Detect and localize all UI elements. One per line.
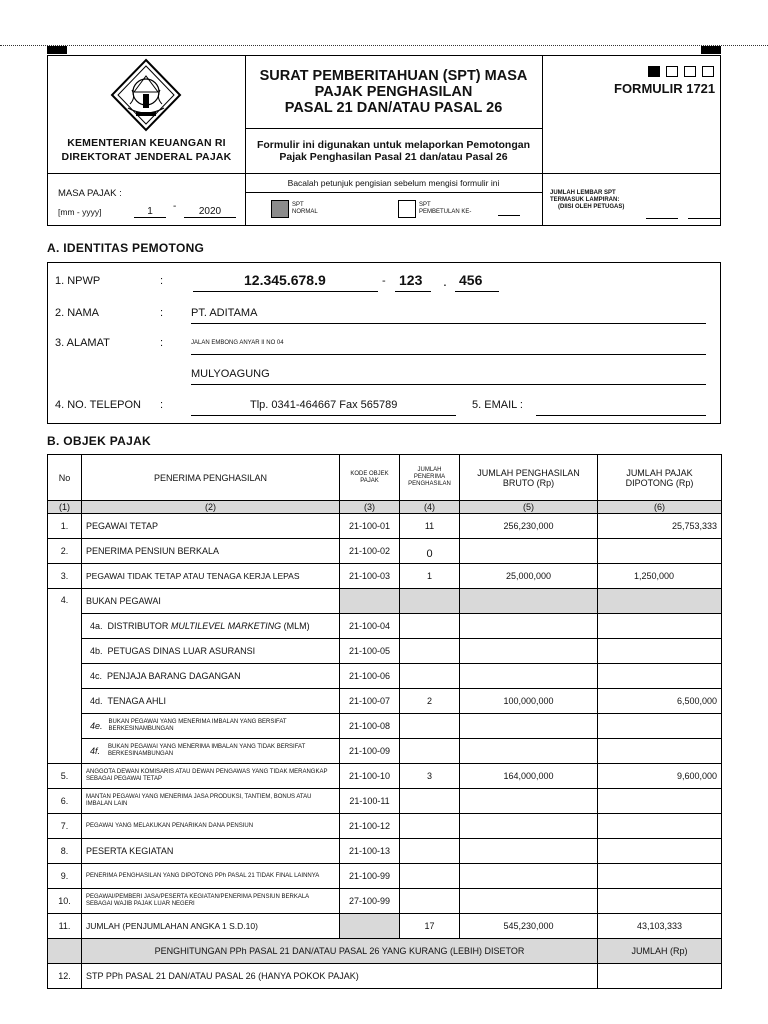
form-code: FORMULIR 1721	[614, 81, 716, 96]
registration-mark-left	[47, 46, 67, 54]
row-bruto[interactable]	[460, 789, 598, 814]
row-bruto[interactable]	[460, 889, 598, 914]
row-label: STP PPh PASAL 21 DAN/ATAU PASAL 26 (HANYA POKOK PAJAK)	[82, 964, 598, 989]
form-header	[47, 55, 721, 174]
calculation-header-row	[48, 939, 722, 964]
section-a-title: A. IDENTITAS PEMOTONG	[47, 241, 205, 255]
row-label: PEGAWAI TETAP	[82, 514, 340, 539]
row-label: PENERIMA PENGHASILAN YANG DIPOTONG PPh PASAL 21 TIDAK FINAL LAINNYA	[82, 864, 340, 889]
title-block	[245, 56, 543, 173]
row-kode: 21-100-08	[340, 714, 400, 739]
colon: :	[160, 399, 164, 411]
row-label: 4d. TENAGA AHLI	[82, 689, 340, 714]
row-bruto[interactable]	[460, 664, 598, 689]
col-header-dipotong: JUMLAH PAJAK DIPOTONG (Rp)	[598, 455, 722, 501]
row-bruto	[460, 589, 598, 614]
row-no: 7.	[48, 814, 82, 839]
alamat-line2-field[interactable]: MULYOAGUNG	[191, 368, 270, 380]
page-indicator-box	[666, 66, 678, 77]
row-dipotong[interactable]: 9,600,000	[598, 764, 722, 789]
spt-normal-label: SPT NORMAL	[292, 202, 318, 215]
row-no: 1.	[48, 514, 82, 539]
row-sub-no: 4e.	[90, 721, 103, 731]
col-header-no: No	[48, 455, 82, 501]
table-row	[48, 864, 722, 889]
row-label: BUKAN PEGAWAI	[82, 589, 340, 614]
row-jumlah-penerima[interactable]	[400, 614, 460, 639]
row-bruto[interactable]	[460, 864, 598, 889]
row-sub-no: 4c.	[90, 671, 103, 681]
row-no: 5.	[48, 764, 82, 789]
npwp-dash: -	[382, 275, 386, 287]
lampiran-field-1[interactable]	[646, 218, 678, 219]
row-bruto[interactable]	[460, 614, 598, 639]
table-row	[48, 814, 722, 839]
row-no: 10.	[48, 889, 82, 914]
row-kode: 21-100-03	[340, 564, 400, 589]
row-dipotong[interactable]	[598, 539, 722, 564]
nama-field[interactable]: PT. ADITAMA	[191, 307, 258, 319]
pembetulan-ke-field[interactable]	[498, 215, 520, 216]
total-row	[48, 914, 722, 939]
spt-type-block	[245, 174, 543, 225]
row-sub-no: 4b.	[90, 646, 103, 656]
total-jumlah-penerima: 17	[400, 914, 460, 939]
col-header-jumlah-penerima: JUMLAH PENERIMA PENGHASILAN	[400, 455, 460, 501]
total-dipotong: 43,103,333	[598, 914, 722, 939]
table-row	[48, 739, 722, 764]
row-kode: 21-100-13	[340, 839, 400, 864]
npwp-dot: .	[443, 273, 447, 289]
row-dipotong[interactable]	[598, 739, 722, 764]
top-cut-line	[0, 45, 768, 46]
npwp-main-field[interactable]: 12.345.678.9	[244, 272, 326, 288]
masa-dash: -	[173, 201, 177, 212]
table-row	[48, 539, 722, 564]
row-label: PEGAWAI TIDAK TETAP ATAU TENAGA KERJA LEPAS	[82, 564, 340, 589]
masa-pajak-label: MASA PAJAK :	[58, 188, 122, 199]
row-dipotong[interactable]	[598, 789, 722, 814]
row-bruto[interactable]: 164,000,000	[460, 764, 598, 789]
page-indicator-box	[684, 66, 696, 77]
row-dipotong[interactable]	[598, 664, 722, 689]
row-jumlah-penerima[interactable]	[400, 664, 460, 689]
row-dipotong[interactable]	[598, 639, 722, 664]
colnum: (5)	[460, 501, 598, 514]
row-dipotong[interactable]	[598, 864, 722, 889]
spt-pembetulan-label: SPT PEMBETULAN KE-	[419, 202, 472, 215]
row-jumlah-penerima[interactable]	[400, 639, 460, 664]
masa-pajak-row	[47, 174, 721, 226]
calc-spacer	[48, 939, 82, 964]
table-row	[48, 889, 722, 914]
row-label: 4b. PETUGAS DINAS LUAR ASURANSI	[82, 639, 340, 664]
row-dipotong	[598, 589, 722, 614]
row-dipotong[interactable]	[598, 839, 722, 864]
colon: :	[160, 307, 164, 319]
row-label: 4f. BUKAN PEGAWAI YANG MENERIMA IMBALAN YANG TIDAK BERSIFAT BERKESINAMBUNGAN	[82, 739, 340, 764]
colnum: (3)	[340, 501, 400, 514]
row-dipotong[interactable]	[598, 714, 722, 739]
row-label: PENERIMA PENSIUN BERKALA	[82, 539, 340, 564]
telepon-underline	[191, 415, 456, 416]
calculation-header: PENGHITUNGAN PPh PASAL 21 DAN/ATAU PASAL 26 YANG KURANG (LEBIH) DISETOR	[82, 939, 598, 964]
alamat-line2-underline	[191, 384, 706, 385]
colnum: (6)	[598, 501, 722, 514]
row-sub-no: 4d.	[90, 696, 103, 706]
telepon-field[interactable]: Tlp. 0341-464667 Fax 565789	[250, 399, 398, 411]
row-kode: 21-100-12	[340, 814, 400, 839]
row-no: 3.	[48, 564, 82, 589]
col-header-kode: KODE OBJEK PAJAK	[340, 455, 400, 501]
column-number-row	[48, 501, 722, 514]
ministry-emblem-icon	[106, 58, 186, 132]
row-kode: 21-100-01	[340, 514, 400, 539]
row-kode: 21-100-05	[340, 639, 400, 664]
row-kode: 21-100-02	[340, 539, 400, 564]
row-bruto[interactable]	[460, 739, 598, 764]
row-sub-no: 4f.	[90, 746, 101, 756]
row-bruto[interactable]	[460, 814, 598, 839]
row-dipotong[interactable]	[598, 614, 722, 639]
ministry-block	[48, 56, 246, 173]
row-jumlah-penerima[interactable]: 3	[400, 764, 460, 789]
table-row	[48, 964, 722, 989]
row-dipotong[interactable]: 1,250,000	[598, 564, 722, 589]
col-header-bruto: JUMLAH PENGHASILAN BRUTO (Rp)	[460, 455, 598, 501]
npwp-part3-underline	[455, 291, 499, 292]
row-label: PESERTA KEGIATAN	[82, 839, 340, 864]
row-kode: 21-100-99	[340, 864, 400, 889]
table-row	[48, 589, 722, 614]
row-sub-no: 4a.	[90, 621, 103, 631]
colon: :	[160, 337, 164, 349]
row-bruto[interactable]: 256,230,000	[460, 514, 598, 539]
masa-pajak-block	[48, 174, 246, 225]
lampiran-field-2[interactable]	[688, 218, 720, 219]
row-bruto[interactable]	[460, 539, 598, 564]
row-bruto[interactable]: 100,000,000	[460, 689, 598, 714]
row-dipotong[interactable]: 25,753,333	[598, 514, 722, 539]
table-row	[48, 689, 722, 714]
colnum: (2)	[82, 501, 340, 514]
row-jumlah-penerima[interactable]: 2	[400, 689, 460, 714]
identitas-pemotong-box	[47, 262, 721, 424]
registration-mark-right	[701, 46, 721, 54]
row-kode: 21-100-09	[340, 739, 400, 764]
colnum: (4)	[400, 501, 460, 514]
row-jumlah-penerima[interactable]: 11	[400, 514, 460, 539]
form-title: SURAT PEMBERITAHUAN (SPT) MASA PAJAK PENGHASILAN PASAL 21 DAN/ATAU PASAL 26	[245, 56, 542, 129]
row-label: PEGAWAI YANG MELAKUKAN PENARIKAN DANA PENSIUN	[82, 814, 340, 839]
masa-year-field[interactable]: 2020	[184, 206, 236, 218]
ministry-name: KEMENTERIAN KEUANGAN RI DIREKTORAT JENDERAL PAJAK	[61, 137, 232, 163]
row-jumlah-penerima[interactable]	[400, 739, 460, 764]
telepon-label: 4. NO. TELEPON	[55, 399, 141, 411]
alamat-line1-underline	[191, 354, 706, 355]
row-no: 2.	[48, 539, 82, 564]
objek-pajak-table	[47, 454, 722, 989]
row-no: 11.	[48, 914, 82, 939]
table-row	[48, 639, 722, 664]
email-label: 5. EMAIL :	[472, 399, 523, 411]
row-jumlah-penerima[interactable]	[400, 839, 460, 864]
instruction-text: Bacalah petunjuk pengisian sebelum mengisi formulir ini	[245, 174, 542, 193]
table-row	[48, 664, 722, 689]
row-jumlah-penerima[interactable]: 1	[400, 564, 460, 589]
table-row	[48, 514, 722, 539]
email-field[interactable]	[536, 415, 706, 416]
row-dipotong[interactable]: 6,500,000	[598, 689, 722, 714]
row-no: 12.	[48, 964, 82, 989]
row-jumlah-penerima[interactable]	[400, 789, 460, 814]
table-row	[48, 614, 722, 639]
masa-pajak-format: [mm - yyyy]	[58, 207, 102, 217]
row-jumlah-penerima[interactable]: 0	[400, 539, 460, 564]
table-row	[48, 764, 722, 789]
row-bruto[interactable]	[460, 839, 598, 864]
lampiran-label: JUMLAH LEMBAR SPT TERMASUK LAMPIRAN: (DIISI OLEH PETUGAS)	[550, 190, 625, 210]
row-no: 9.	[48, 864, 82, 889]
spt-normal-checkbox[interactable]	[271, 200, 289, 218]
row-kode: 21-100-04	[340, 614, 400, 639]
row-no: 8.	[48, 839, 82, 864]
row-label: MANTAN PEGAWAI YANG MENERIMA JASA PRODUKSI, TANTIEM, BONUS ATAU IMBALAN LAIN	[82, 789, 340, 814]
npwp-main-underline	[193, 291, 378, 292]
alamat-line1-field[interactable]: JALAN EMBONG ANYAR II NO 04	[191, 340, 284, 346]
table-row	[48, 789, 722, 814]
row-bruto[interactable]: 25,000,000	[460, 564, 598, 589]
nama-label: 2. NAMA	[55, 307, 100, 319]
table-header-row	[48, 455, 722, 501]
row-jumlah-penerima[interactable]	[400, 814, 460, 839]
row-label: JUMLAH (PENJUMLAHAN ANGKA 1 S.D.10)	[82, 914, 340, 939]
row-kode: 21-100-11	[340, 789, 400, 814]
colnum: (1)	[48, 501, 82, 514]
npwp-branch-field[interactable]: 123	[399, 272, 423, 288]
row-kode: 21-100-07	[340, 689, 400, 714]
row-label: PEGAWAI/PEMBERI JASA/PESERTA KEGIATAN/PENERIMA PENSIUN BERKALA SEBAGAI WAJIB PAJAK LUAR NEGERI	[82, 889, 340, 914]
total-bruto: 545,230,000	[460, 914, 598, 939]
row-kode: 27-100-99	[340, 889, 400, 914]
row-dipotong[interactable]	[598, 814, 722, 839]
row-kode	[340, 589, 400, 614]
stp-amount-field[interactable]	[598, 964, 722, 989]
page-indicator-filled	[648, 66, 660, 77]
npwp-code-field[interactable]: 456	[459, 272, 483, 288]
section-b-title: B. OBJEK PAJAK	[47, 434, 151, 448]
table-row	[48, 839, 722, 864]
form-subtitle: Formulir ini digunakan untuk melaporkan Pemotongan Pajak Penghasilan Pasal 21 dan/atau Pasal 26	[256, 139, 531, 163]
row-jumlah-penerima[interactable]	[400, 714, 460, 739]
npwp-label: 1. NPWP	[55, 275, 101, 287]
row-no: 6.	[48, 789, 82, 814]
page-indicator-box	[702, 66, 714, 77]
calculation-jumlah-header: JUMLAH (Rp)	[598, 939, 722, 964]
row-jumlah-penerima[interactable]	[400, 864, 460, 889]
masa-month-field[interactable]: 1	[134, 206, 166, 218]
row-kode	[340, 914, 400, 939]
spt-pembetulan-checkbox[interactable]	[398, 200, 416, 218]
row-kode: 21-100-10	[340, 764, 400, 789]
row-bruto[interactable]	[460, 714, 598, 739]
alamat-label: 3. ALAMAT	[55, 337, 110, 349]
row-label: 4c. PENJAJA BARANG DAGANGAN	[82, 664, 340, 689]
row-label: 4a. DISTRIBUTOR MULTILEVEL MARKETING (MLM)	[82, 614, 340, 639]
colon: :	[160, 275, 164, 287]
row-kode: 21-100-06	[340, 664, 400, 689]
col-header-penerima: PENERIMA PENGHASILAN	[82, 455, 340, 501]
row-bruto[interactable]	[460, 639, 598, 664]
npwp-part2-underline	[395, 291, 431, 292]
row-jumlah-penerima[interactable]	[400, 889, 460, 914]
row-no: 4.	[48, 589, 82, 764]
row-dipotong[interactable]	[598, 889, 722, 914]
row-jumlah-penerima	[400, 589, 460, 614]
table-row	[48, 564, 722, 589]
row-label: ANGGOTA DEWAN KOMISARIS ATAU DEWAN PENGAWAS YANG TIDAK MERANGKAP SEBAGAI PEGAWAI TETAP	[82, 764, 340, 789]
nama-underline	[191, 323, 706, 324]
row-label: 4e. BUKAN PEGAWAI YANG MENERIMA IMBALAN YANG BERSIFAT BERKESINAMBUNGAN	[82, 714, 340, 739]
table-row	[48, 714, 722, 739]
